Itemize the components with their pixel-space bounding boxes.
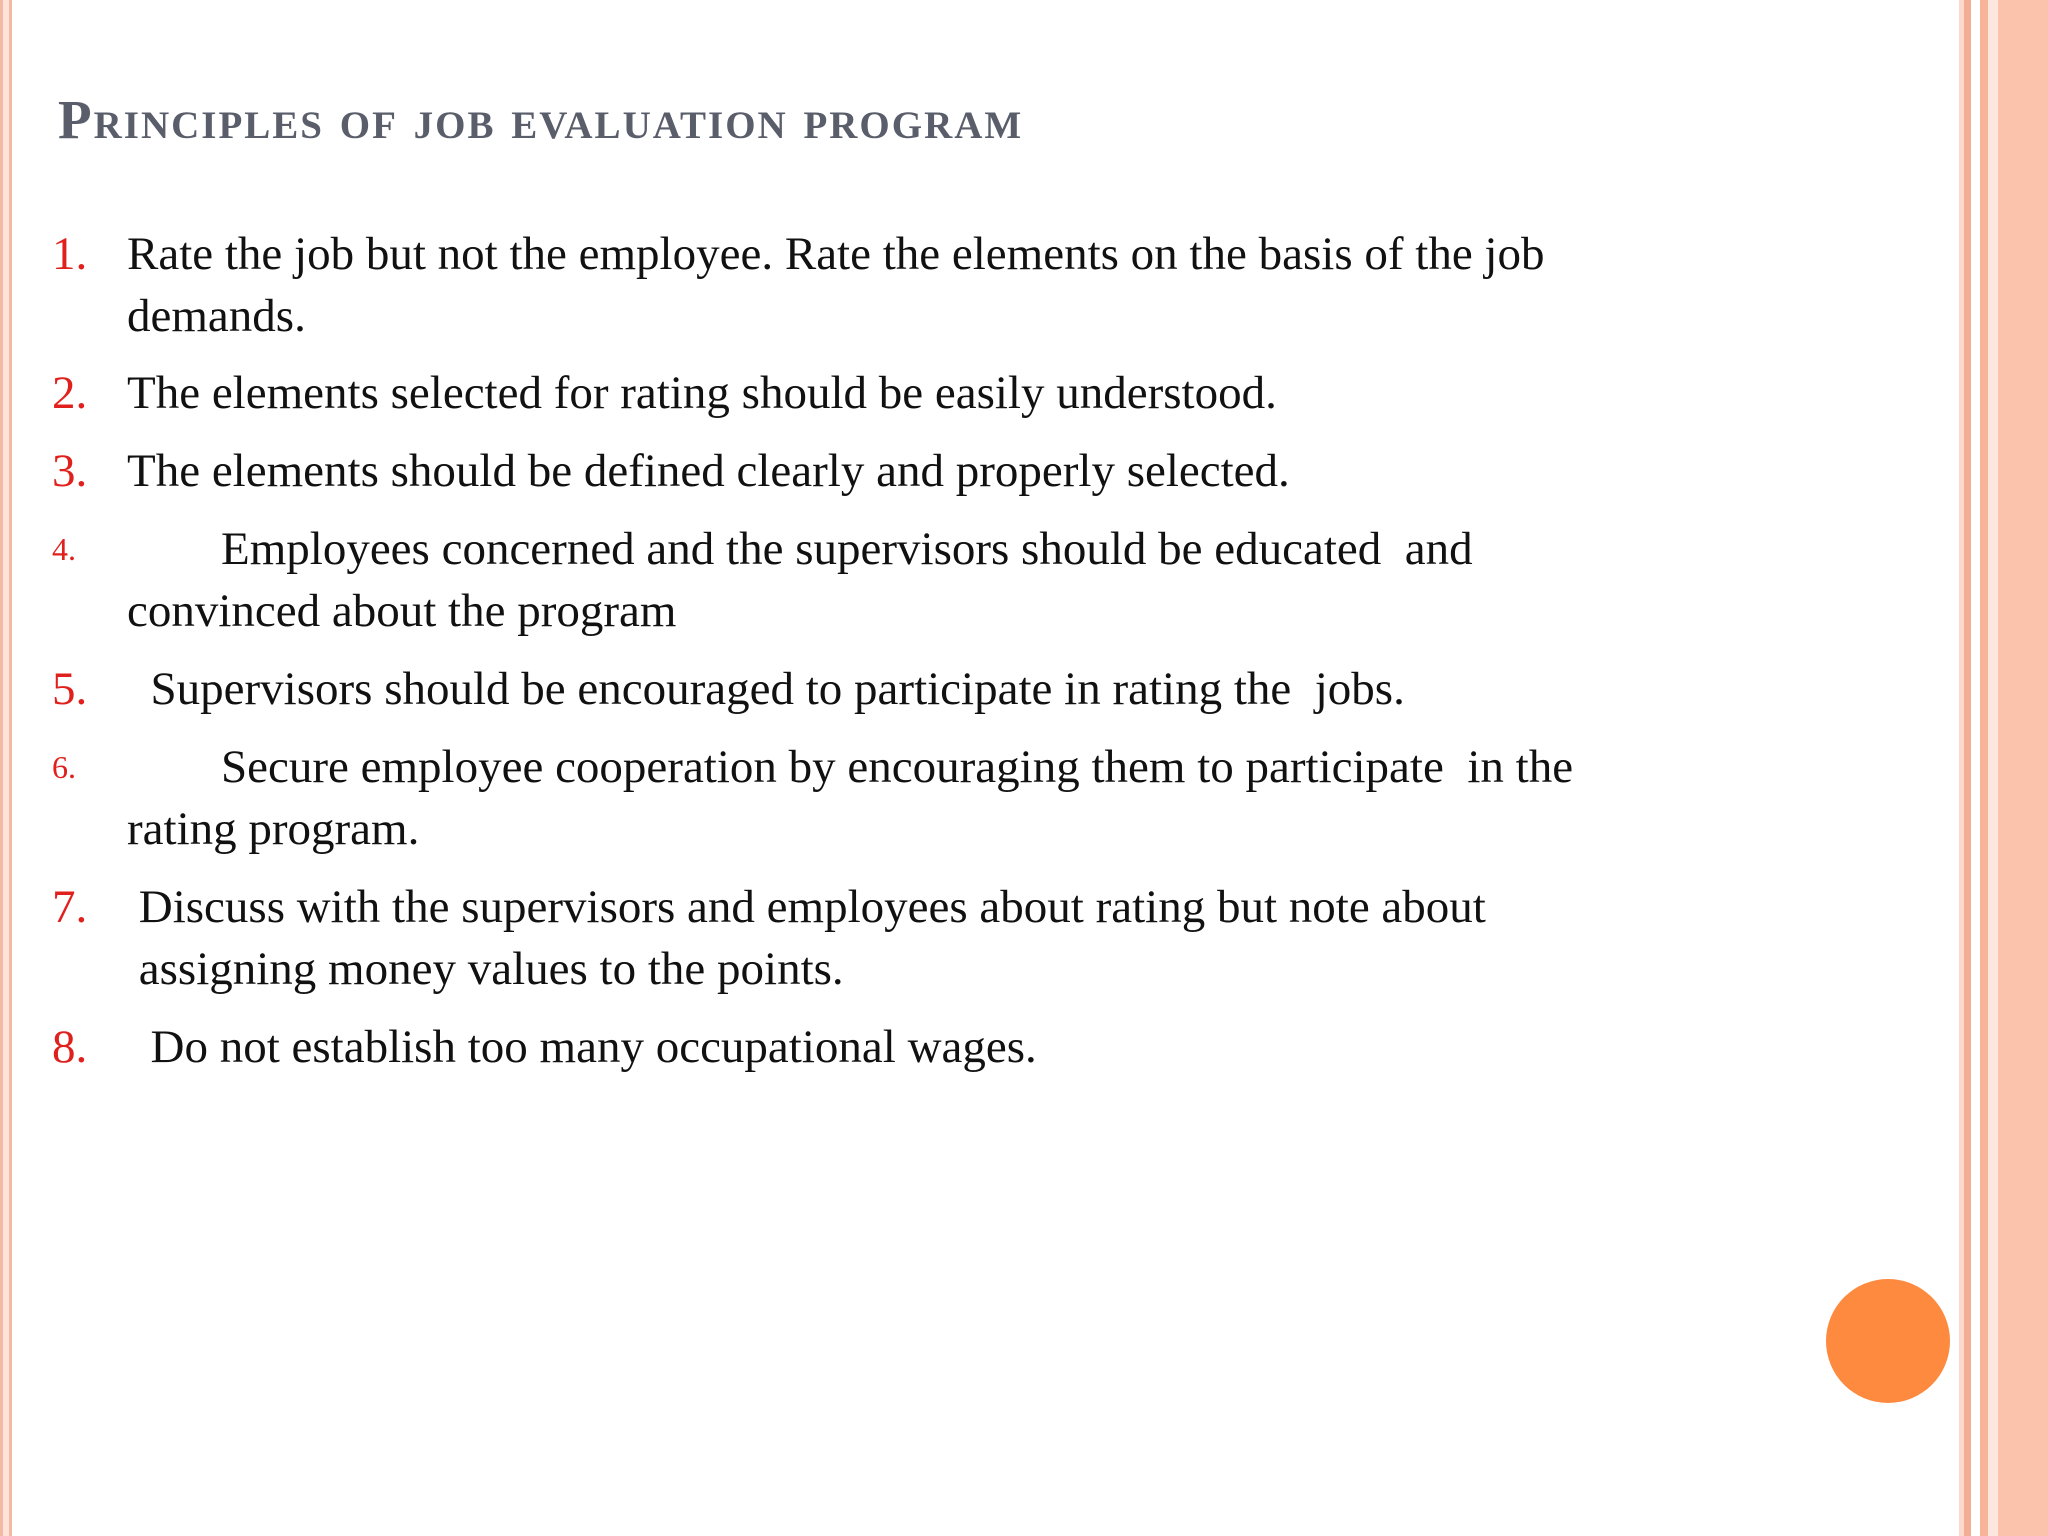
list-item-number-8: 8.	[52, 1021, 88, 1073]
list-item-4-line-2: convinced about the program	[127, 585, 677, 637]
list-item-4-line-1: Employees concerned and the supervisors should be educated and	[127, 523, 1473, 575]
list-item-number-1: 1.	[52, 228, 88, 280]
list-item-number-6: 6.	[52, 749, 76, 785]
list-item-3-line-1: The elements should be defined clearly and properly selected.	[127, 445, 1290, 497]
list-item-number-7: 7.	[52, 881, 88, 933]
decorative-orange-circle	[1826, 1279, 1950, 1403]
list-item-number-3: 3.	[52, 445, 88, 497]
list-item-1-line-2: demands.	[127, 290, 306, 342]
list-item-7-line-2: assigning money values to the points.	[127, 943, 844, 995]
list-item-number-4: 4.	[52, 531, 76, 567]
list-item-1-line-1: Rate the job but not the employee. Rate the elements on the basis of the job	[127, 228, 1545, 280]
list-item-6-line-1: Secure employee cooperation by encouraging them to participate in the	[127, 741, 1574, 793]
slide-title: Principles of job evaluation program	[58, 89, 1024, 150]
list-item-6-line-2: rating program.	[127, 803, 420, 855]
list-item-8-line-1: Do not establish too many occupational wages.	[127, 1021, 1037, 1073]
list-item-5-line-1: Supervisors should be encouraged to participate in rating the jobs.	[127, 663, 1405, 715]
list-item-number-2: 2.	[52, 367, 88, 419]
list-item-number-5: 5.	[52, 663, 88, 715]
list-item-7-line-1: Discuss with the supervisors and employees about rating but note about	[127, 881, 1486, 933]
list-item-2-line-1: The elements selected for rating should be easily understood.	[127, 367, 1277, 419]
